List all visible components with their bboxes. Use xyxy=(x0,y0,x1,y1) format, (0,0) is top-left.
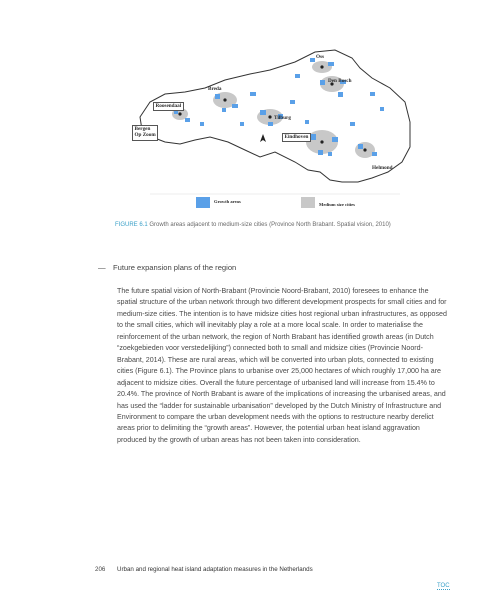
page-number: 206 xyxy=(95,566,106,573)
city-label-eindhoven: Eindhoven xyxy=(282,133,311,142)
city-label-oss: Oss xyxy=(316,54,325,60)
city-label-helmond: Helmond xyxy=(372,165,393,171)
toc-link[interactable]: TOC xyxy=(437,583,450,589)
city-label-breda: Breda xyxy=(208,86,222,92)
map-figure xyxy=(110,22,430,222)
city-label-roosendaal: Roosendaal xyxy=(153,102,184,111)
city-label-tilburg: Tilburg xyxy=(274,115,291,121)
section-heading-text: Future expansion plans of the region xyxy=(113,263,237,272)
section-heading xyxy=(98,263,236,272)
legend-label-medium: Medium size cities xyxy=(319,202,355,207)
body-text xyxy=(117,286,447,446)
region-map xyxy=(110,22,430,222)
city-label-den-bosch: Den Bosch xyxy=(328,78,352,84)
legend-label-growth: Growth areas xyxy=(214,199,241,204)
figure-caption-text: Growth areas adjacent to medium-size cities (Province North Brabant. Spatial vision, 2010) xyxy=(149,222,391,228)
city-label-bergen-line1: Bergen xyxy=(134,126,151,132)
body-paragraph: The future spatial vision of North-Brabant (Provincie Noord-Brabant, 2010) foresees to enhance the spatial structure of the urban network through two different development prospects for small cities and for medium-size cities. The intention is to have midsize cities host regional urban infrastructures, as opposed to the small cities, which will inevitably play a role at a more local scale. In order to materialise the reinforcement of the urban network, the region of North Brabant has identified growth areas (in Dutch “zoekgebieden voor verstedelijking”) connected both to small and midsize cities (Provincie Noord-Brabant, 2014). These are rural areas, which will be converted into urban plots, connected to existing cities (Figure 6.1). The Province plans to urbanise over 25,000 hectares of which roughly 17,000 ha are adjacent to midsize cities. Overall the future percentage of urbanised land will increase from 15.4% to 20.4%. The province of North Brabant is aware of the implications of increasing the urbanised areas, and has used the “ladder for sustainable urbanisation” developed by the Dutch Ministry of Infrastructure and Environment to compare the urban development needs with the options to restructure nearby derelict areas prior to delimiting the “growth areas”. However, the potential urban heat island aggravation produced by the growth of urban areas has not been taken into consideration. xyxy=(117,287,447,444)
legend-swatch-medium xyxy=(301,197,315,208)
city-label-bergen-op-zoom xyxy=(132,125,158,141)
figure-number: FIGURE 6.1 xyxy=(115,222,148,228)
city-label-bergen-line2: Op Zoom xyxy=(134,131,156,138)
running-footer-title: Urban and regional heat island adaptation measures in the Netherlands xyxy=(117,566,313,573)
legend-swatch-growth xyxy=(196,197,210,208)
figure-caption xyxy=(115,222,445,228)
section-dash: — xyxy=(98,263,106,272)
